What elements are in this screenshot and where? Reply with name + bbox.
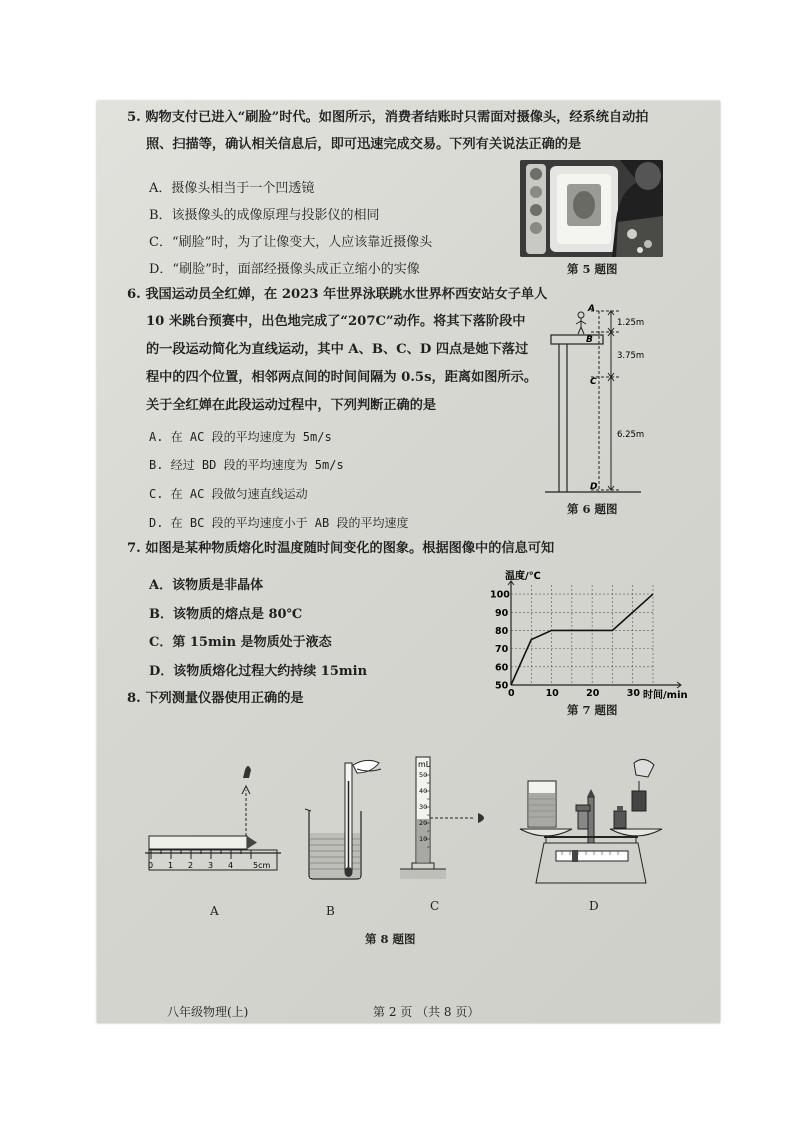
q5-option-a: A．摄像头相当于一个凹透镜	[149, 181, 315, 196]
q8-cylinder-figure	[400, 751, 500, 886]
x-tick-label: 10	[545, 688, 559, 699]
cylinder-tick-20: 20	[419, 819, 428, 827]
cylinder-tick-30: 30	[419, 803, 428, 811]
q8-balance-figure	[516, 751, 666, 886]
point-b-label: B	[586, 335, 593, 345]
q8-ruler-figure	[145, 756, 285, 881]
cylinder-tick-10: 10	[419, 835, 428, 843]
chart-series	[511, 594, 653, 685]
q6-diving-figure	[545, 299, 655, 499]
q7-option-d: D．该物质熔化过程大约持续 15min	[149, 664, 368, 679]
ruler-tick-0: 0	[148, 861, 154, 870]
q6-option-b: B. 经过 BD 段的平均速度为 5m/s	[149, 458, 344, 472]
q6-stem-line4: 程中的四个位置，相邻两点间的时间间隔为 0.5s，距离如图所示。	[146, 370, 538, 385]
point-d-label: D	[590, 482, 598, 492]
q5-option-b: B．该摄像头的成像原理与投影仪的相同	[149, 208, 380, 223]
y-tick-label: 50	[495, 680, 509, 692]
distance-cd-label: 6.25m	[617, 430, 645, 440]
q8-label-a: A	[210, 904, 219, 918]
q8-label-b: B	[326, 904, 335, 918]
y-tick-label: 80	[495, 625, 509, 637]
chart-grid	[511, 585, 653, 685]
q7-option-b: B．该物质的熔点是 80℃	[149, 607, 303, 622]
q6-option-c: C. 在 AC 段做匀速直线运动	[149, 487, 308, 501]
q6-stem-line3: 的一段运动简化为直线运动，其中 A、B、C、D 四点是她下落过	[146, 342, 529, 357]
q8-label-d: D	[589, 899, 599, 913]
exam-page	[97, 101, 720, 1023]
x-tick-label: 30	[626, 688, 640, 699]
q8-caption: 第 8 题图	[365, 932, 416, 946]
footer-page-number: 第 2 页 （共 8 页）	[373, 1005, 480, 1019]
cylinder-unit-label: mL	[418, 760, 431, 769]
y-tick-label: 70	[495, 644, 509, 656]
point-c-label: C	[590, 377, 597, 387]
q7-melting-chart	[477, 567, 697, 701]
ruler-tick-2: 2	[188, 861, 194, 870]
q8-thermometer-figure	[301, 751, 387, 883]
cylinder-tick-50: 50	[419, 771, 428, 779]
q7-stem: 7. 如图是某种物质熔化时温度随时间变化的图象。根据图像中的信息可知	[127, 541, 555, 556]
q7-option-a: A．该物质是非晶体	[149, 578, 264, 593]
q6-option-a: A. 在 AC 段的平均速度为 5m/s	[149, 430, 332, 444]
q8-stem: 8. 下列测量仪器使用正确的是	[127, 691, 304, 706]
q6-stem-line5: 关于全红婵在此段运动过程中，下列判断正确的是	[146, 398, 437, 413]
q5-option-d: D．“刷脸”时，面部经摄像头成正立缩小的实像	[149, 262, 420, 277]
y-tick-label: 100	[490, 589, 510, 601]
q6-caption: 第 6 题图	[567, 502, 618, 516]
distance-bc-label: 3.75m	[617, 351, 645, 361]
distance-ab-label: 1.25m	[617, 318, 645, 328]
melting-curve-line	[511, 594, 653, 685]
point-a-label: A	[588, 304, 595, 314]
footer-subject: 八年级物理(上)	[167, 1005, 249, 1019]
q7-caption: 第 7 题图	[567, 703, 618, 717]
chart-x-axis-label: 时间/min	[643, 690, 688, 701]
ruler-tick-5: 5cm	[253, 861, 271, 870]
q5-option-c: C．“刷脸”时，为了让像变大，人应该靠近摄像头	[149, 235, 433, 250]
q6-option-d: D. 在 BC 段的平均速度小于 AB 段的平均速度	[149, 516, 409, 530]
y-tick-label: 60	[495, 662, 509, 674]
y-tick-label: 90	[495, 607, 509, 619]
q7-option-c: C．第 15min 是物质处于液态	[149, 635, 332, 650]
q6-stem-line1: 6. 我国运动员全红婵，在 2023 年世界泳联跳水世界杯西安站女子单人	[127, 287, 548, 302]
ruler-tick-4: 4	[228, 861, 234, 870]
q6-stem-line2: 10 米跳台预赛中，出色地完成了“207C”动作。将其下落阶段中	[146, 314, 526, 329]
q8-label-c: C	[430, 899, 440, 913]
x-tick-label: 20	[586, 688, 600, 699]
chart-y-axis-label: 温度/℃	[505, 571, 541, 582]
q5-stem-line2: 照、扫描等，确认相关信息后，即可迅速完成交易。下列有关说法正确的是	[146, 137, 582, 152]
ruler-tick-3: 3	[208, 861, 214, 870]
x-tick-label: 0	[508, 688, 515, 699]
cylinder-tick-40: 40	[419, 787, 428, 795]
chart-axes	[508, 581, 681, 688]
ruler-tick-1: 1	[168, 861, 174, 870]
q5-caption: 第 5 题图	[567, 262, 618, 276]
q5-stem-line1: 5. 购物支付已进入“刷脸”时代。如图所示，消费者结账时只需面对摄像头，经系统自动拍	[127, 110, 649, 125]
face-payment-photo	[520, 160, 663, 257]
